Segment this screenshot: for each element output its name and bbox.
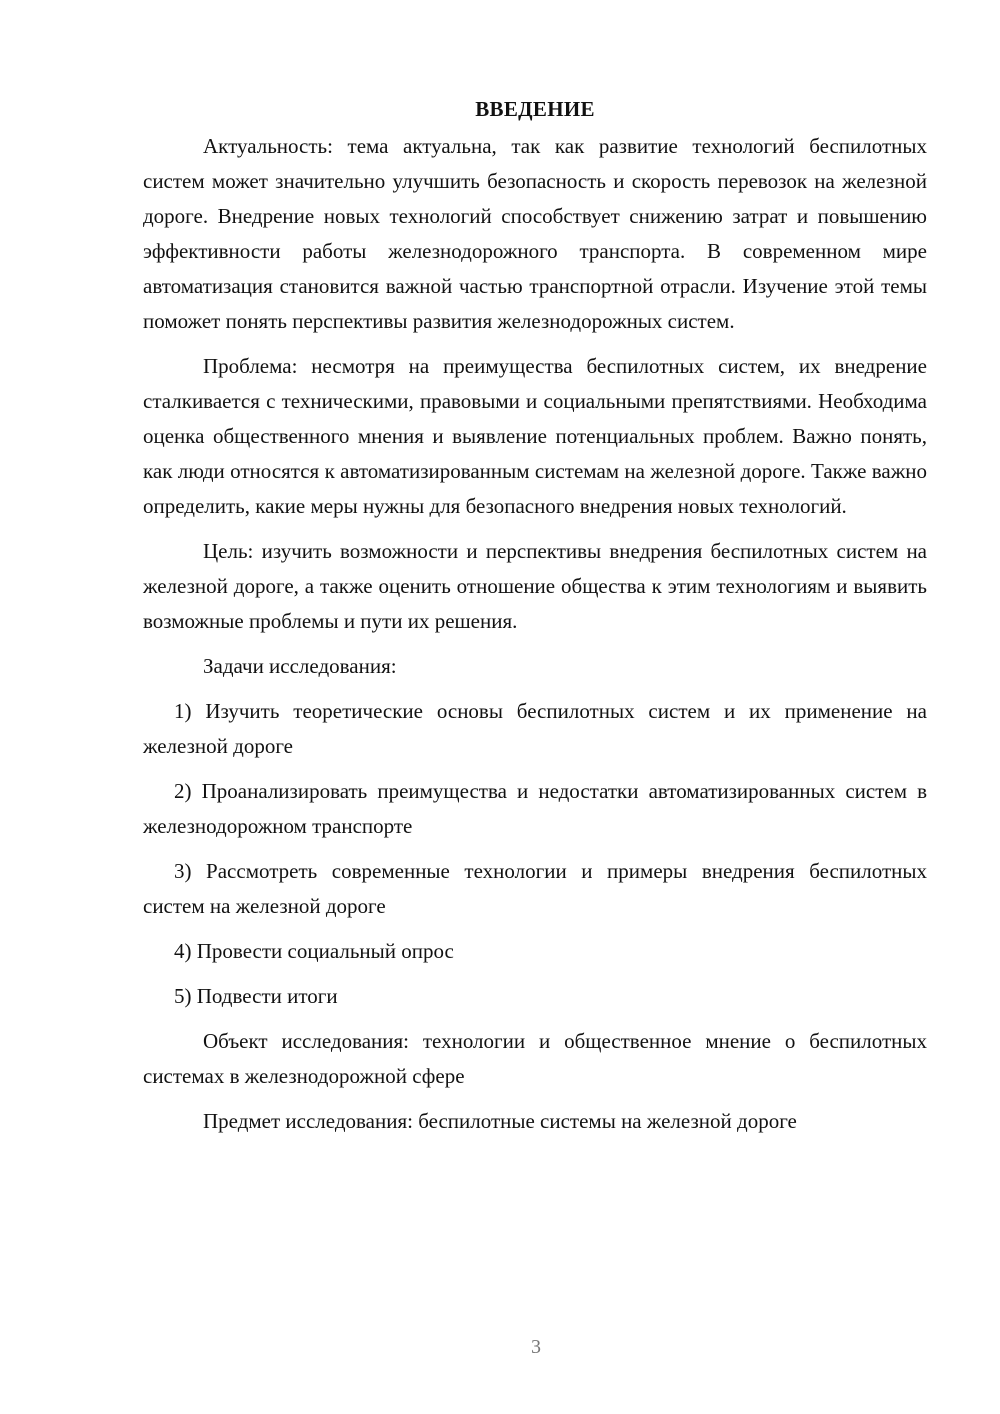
page-content — [143, 92, 927, 1149]
page-number: 3 — [531, 1336, 541, 1358]
task-item-1: 1) Изучить теоретические основы беспилотных систем и их применение на железной дороге — [143, 699, 927, 758]
task-item-2: 2) Проанализировать преимущества и недостатки автоматизированных систем в железнодорожном транспорте — [143, 779, 927, 838]
task-item-3: 3) Рассмотреть современные технологии и примеры внедрения беспилотных систем на железной дороге — [143, 859, 927, 918]
paragraph-object: Объект исследования: технологии и общественное мнение о беспилотных системах в железнодорожной сфере — [143, 1029, 927, 1088]
task-item-4: 4) Провести социальный опрос — [174, 939, 454, 963]
paragraph-goal: Цель: изучить возможности и перспективы внедрения беспилотных систем на железной дороге, а также оценить отношение общества к этим технологиям и выявить возможные проблемы и пути их решения. — [143, 539, 927, 633]
section-heading: ВВЕДЕНИЕ — [475, 97, 595, 121]
task-item-5: 5) Подвести итоги — [174, 984, 338, 1008]
paragraph-problem: Проблема: несмотря на преимущества беспилотных систем, их внедрение сталкивается с техническими, правовыми и социальными препятствиями. Необходима оценка общественного мнения и выявление потенциальных проблем. Важно понять, как люди относятся к автоматизированным системам на железной дороге. Также важно определить, какие меры нужны для безопасного внедрения новых технологий. — [143, 354, 927, 518]
tasks-title: Задачи исследования: — [203, 654, 397, 678]
paragraph-subject: Предмет исследования: беспилотные системы на железной дороге — [203, 1109, 797, 1133]
paragraph-relevance: Актуальность: тема актуальна, так как развитие технологий беспилотных систем может значительно улучшить безопасность и скорость перевозок на железной дороге. Внедрение новых технологий способствует снижению затрат и повышению эффективности работы железнодорожного транспорта. В современном мире автоматизация становится важной частью транспортной отрасли. Изучение этой темы поможет понять перспективы развития железнодорожных систем. — [143, 134, 927, 333]
